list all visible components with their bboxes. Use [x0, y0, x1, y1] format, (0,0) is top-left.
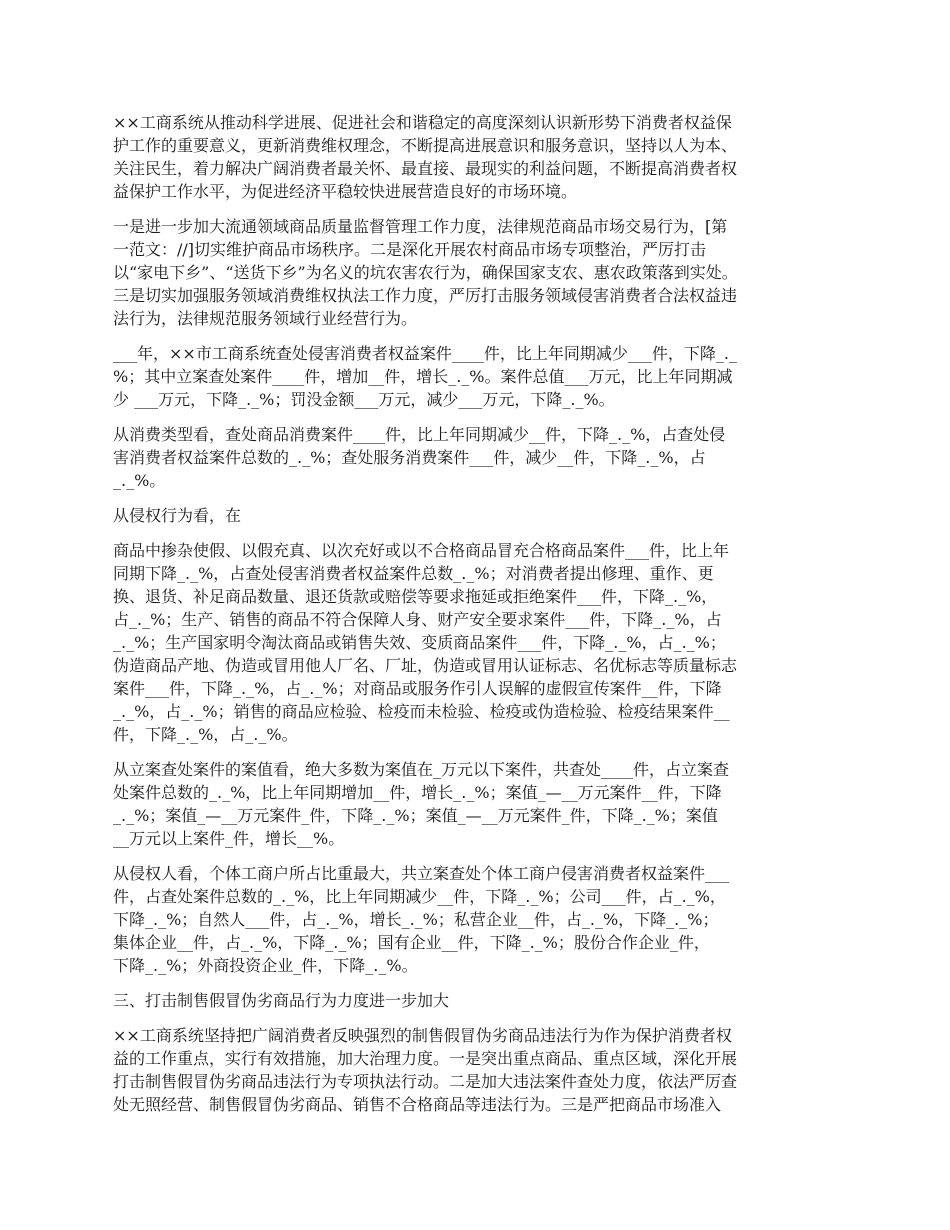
paragraph-measures: 一是进一步加大流通领域商品质量监督管理工作力度，法律规范商品市场交易行为，[第 一范文：//]切实维护商品市场秩序。二是深化开展农村商品市场专项整治，严厉打击 以“家电下乡”、“送货下乡”为名义的坑农害农行为，确保国家支农、惠农政策落到实处。 三是切实加强服务领域消费维权执法工作力度，严厉打击服务领域侵害消费者合法权益违 法行为，法律规范服务领域行业经营行为。	[113, 217, 738, 328]
document-page	[113, 111, 835, 1128]
paragraph-case-value: 从立案查处案件的案值看，绝大多数为案值在_万元以下案件，共查处____件，占立案查 处案件总数的_._%，比上年同期增加__件，增长_._%；案值_—__万元案件__件，下降 _._%；案值_—__万元案件_件，下降_._%；案值_—__万元案件_件，下降_._%；案值 __万元以上案件_件，增长__%。	[113, 760, 730, 848]
paragraph-annual-stats: ___年，××市工商系统查处侵害消费者权益案件____件，比上年同期减少___件，下降_._ %；其中立案查处案件____件，增加__件，增长_._%。案件总值___万元，比上年同期减 少 ___万元，下降_._%；罚没金额___万元，减少___万元，下降_._%。	[113, 344, 737, 409]
section-heading: 三、打击制售假冒伪劣商品行为力度进一步加大	[113, 991, 450, 1010]
paragraph-intro: ××工商系统从推动科学进展、促进社会和谐稳定的高度深刻认识新形势下消费者权益保 护工作的重要意义，更新消费维权理念，不断提高进展意识和服务意识，坚持以人为本、 关注民生，着力解决广阔消费者最关怀、最直接、最现实的利益问题，不断提高消费者权 益保护工作水平，为促进经济平稳较快进展营造良好的市场环境。	[113, 113, 738, 201]
paragraph-counterfeit: ××工商系统坚持把广阔消费者反映强烈的制售假冒伪劣商品违法行为作为保护消费者权 益的工作重点，实行有效措施，加大治理力度。一是突出重点商品、重点区域，深化开展 打击制售假冒伪劣商品违法行为专项执法行动。二是加大违法案件查处力度，依法严厉查 处无照经营、制售假冒伪劣商品、销售不合格商品等违法行为。三是严把商品市场准入	[113, 1026, 738, 1114]
paragraph-consumption-type: 从消费类型看，查处商品消费案件____件，比上年同期减少__件，下降_._%，占查处侵 害消费者权益案件总数的_._%；查处服务消费案件___件，减少__件，下降_._%，占 _._%。	[113, 425, 726, 490]
paragraph-infringement-intro: 从侵权行为看，在	[113, 506, 242, 525]
paragraph-infringer-type: 从侵权人看，个体工商户所占比重最大，共立案查处个体工商户侵害消费者权益案件___ 件，占查处案件总数的_._%，比上年同期减少__件，下降_._%；公司___件，占_._%， 下降_._%；自然人___件，占_._%，增长_._%；私营企业__件，占_._%，下降_._%； 集体企业__件，占_._%，下降_._%；国有企业__件，下降_._%；股份合作企业_件， 下降_._%；外商投资企业_件，下降_._%。	[113, 864, 730, 975]
paragraph-infringement-details: 商品中掺杂使假、以假充真、以次充好或以不合格商品冒充合格商品案件___件，比上年 同期下降_._%，占查处侵害消费者权益案件总数_._%；对消费者提出修理、重作、更 换、退货、补足商品数量、退还货款或赔偿等要求拖延或拒绝案件___件，下降_._%， 占_._%；生产、销售的商品不符合保障人身、财产安全要求案件___件，下降_._%，占 _._%；生产国家明令淘汰商品或销售失效、变质商品案件___件，下降_._%，占_._%； 伪造商品产地、伪造或冒用他人厂名、厂址，伪造或冒用认证标志、名优标志等质量标志 案件___件，下降_._%，占_._%；对商品或服务作引人误解的虚假宣传案件__件，下降 _._%，占_._%；销售的商品应检验、检疫而未检验、检疫或伪造检验、检疫结果案件__ 件，下降_._%，占_._%。	[113, 541, 738, 744]
